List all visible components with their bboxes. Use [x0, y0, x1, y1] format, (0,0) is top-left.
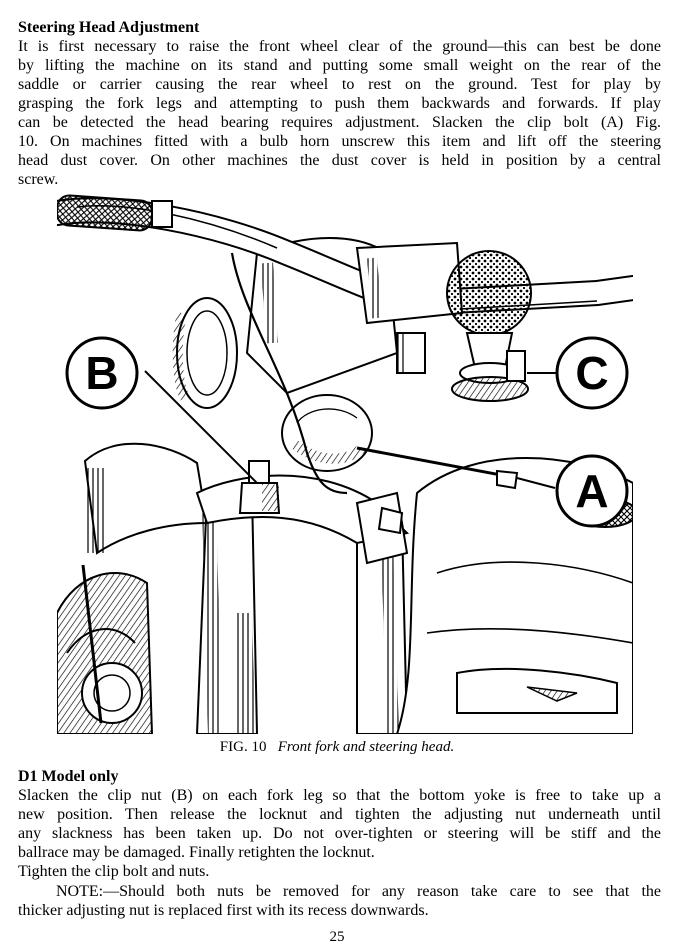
callout-a-label: A: [575, 465, 609, 517]
paragraph-line: ballrace may be damaged. Finally retighten the locknut.: [18, 844, 375, 861]
paragraph-line: screw.: [18, 171, 59, 188]
fork-steering-head-illustration: [57, 193, 633, 734]
note-line: thicker adjusting nut is replaced first with its recess downwards.: [18, 902, 429, 919]
section-heading-d1-model: D1 Model only: [18, 768, 119, 785]
paragraph-line: by lifting the machine on its stand and putting some small weight on the rear of the: [18, 57, 661, 74]
section-heading-steering-head: Steering Head Adjustment: [18, 19, 200, 36]
paragraph-line: can be detected the head bearing requires adjustment. Slacken the clip bolt (A) Fig.: [18, 114, 661, 131]
paragraph-line: Slacken the clip nut (B) on each fork leg so that the bottom yoke is free to take up a: [18, 787, 661, 804]
callout-c-label: C: [575, 347, 609, 399]
callout-b-label: B: [85, 347, 119, 399]
paragraph-line: 10. On machines fitted with a bulb horn unscrew this item and lift off the steering: [18, 133, 661, 150]
figure-caption-label: FIG. 10: [219, 739, 267, 755]
paragraph-line: any slackness has been taken up. Do not over-tighten or steering will be stiff and the: [18, 825, 661, 842]
paragraph-line: grasping the fork legs and attempting to push them backwards and forwards. If play: [18, 95, 661, 112]
paragraph-line: saddle or carrier causing the rear wheel to rest on the ground. Test for play by: [18, 76, 661, 93]
note-paragraph: [18, 882, 661, 920]
paragraph-line: new position. Then release the locknut and tighten the adjusting nut underneath until: [18, 806, 661, 823]
figure-caption-text: Front fork and steering head.: [277, 739, 455, 755]
note-line: NOTE:—Should both nuts be removed for any reason take care to see that the: [56, 883, 661, 900]
paragraph-steering-head: [18, 37, 661, 189]
figure-caption: [0, 738, 674, 756]
page-number: 25: [329, 929, 345, 945]
paragraph-line: Tighten the clip bolt and nuts.: [18, 863, 210, 880]
paragraph-d1-model: [18, 786, 661, 881]
paragraph-line: It is first necessary to raise the front wheel clear of the ground—this can best be done: [18, 38, 661, 55]
paragraph-line: head dust cover. On other machines the dust cover is held in position by a central: [18, 152, 661, 169]
